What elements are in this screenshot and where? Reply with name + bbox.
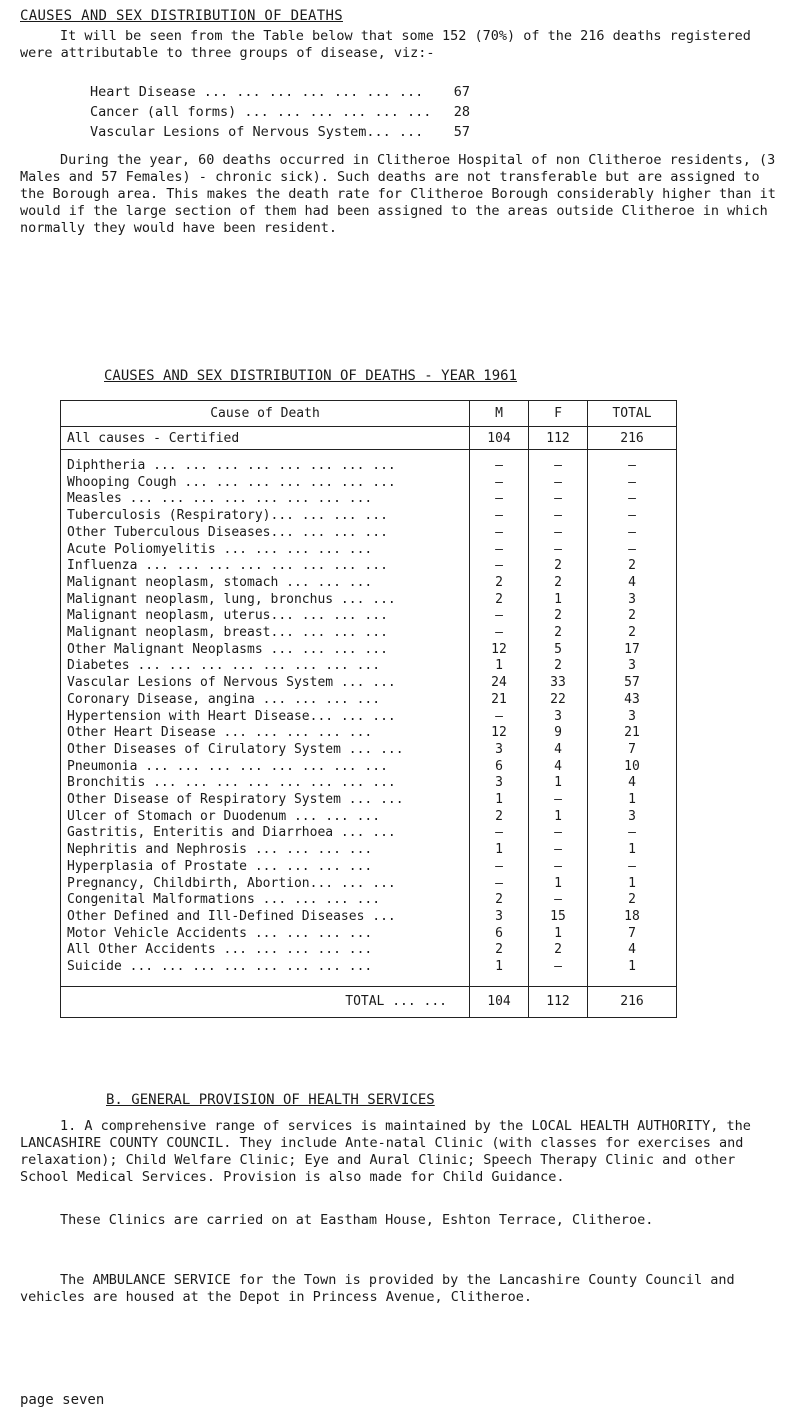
male-cell: 2 [470,942,529,959]
cause-cell: Pneumonia ... ... ... ... ... ... ... ... [61,759,470,776]
male-cell: – [470,558,529,575]
header-male: M [470,401,529,427]
services-paragraph: 1. A comprehensive range of services is maintained by the LOCAL HEALTH AUTHORITY, the LANCASHIRE COUNTY COUNCIL. They include Ante-natal Clinic (with classes for exercises and relaxation); Child Welfare Clinic; Eye and Aural Clinic; Speech Therapy Clinic and other School Medical Services. Provision is also made for Child Guidance. [20,1118,751,1185]
cause-cell: Other Malignant Neoplasms ... ... ... ... [61,642,470,659]
male-cell: – [470,525,529,542]
female-cell: 2 [529,558,588,575]
clinics-paragraph: These Clinics are carried on at Eastham House, Eshton Terrace, Clitheroe. [60,1212,654,1228]
male-cell: – [470,876,529,893]
total-cell: – [588,508,677,525]
total-row [61,986,677,1017]
total-cell: 57 [588,675,677,692]
total-cell: – [588,859,677,876]
table-row [61,842,677,859]
table-row [61,525,677,542]
male-cell: 2 [470,592,529,609]
cause-cell: Coronary Disease, angina ... ... ... ... [61,692,470,709]
table-row [61,592,677,609]
female-cell: 5 [529,642,588,659]
table-title: CAUSES AND SEX DISTRIBUTION OF DEATHS - YEAR 1961 [104,368,518,384]
total-total: 216 [588,986,677,1017]
header-cause: Cause of Death [61,401,470,427]
disease-groups-list [90,82,470,142]
all-causes-male: 104 [470,427,529,450]
cause-cell: Gastritis, Enteritis and Diarrhoea ... ... [61,825,470,842]
total-cell: 7 [588,926,677,943]
table-row [61,709,677,726]
table-row [61,825,677,842]
total-cell: 3 [588,809,677,826]
table-row [61,658,677,675]
male-cell: 21 [470,692,529,709]
deaths-table [60,400,677,1018]
total-cell: – [588,525,677,542]
cause-cell: Pregnancy, Childbirth, Abortion... ... ... [61,876,470,893]
female-cell: 1 [529,809,588,826]
total-cell: 2 [588,608,677,625]
female-cell: 9 [529,725,588,742]
cause-cell: Acute Poliomyelitis ... ... ... ... ... [61,542,470,559]
total-cell: 1 [588,842,677,859]
male-cell: 3 [470,742,529,759]
disease-group-label: Heart Disease ... ... ... ... ... ... ... [90,84,424,100]
male-cell: – [470,709,529,726]
male-cell: – [470,859,529,876]
disease-group-value: 57 [453,124,470,140]
table-row [61,725,677,742]
section-b-title: B. GENERAL PROVISION OF HEALTH SERVICES [106,1092,435,1108]
male-cell: 24 [470,675,529,692]
all-causes-female: 112 [529,427,588,450]
table-row [61,759,677,776]
table-row [61,542,677,559]
table-row [61,775,677,792]
table-row [61,926,677,943]
total-cell: – [588,542,677,559]
table-row [61,558,677,575]
all-causes-row [61,427,677,450]
total-cell: 1 [588,876,677,893]
total-cell: 21 [588,725,677,742]
table-row [61,450,677,475]
table-row [61,742,677,759]
cause-cell: Ulcer of Stomach or Duodenum ... ... ... [61,809,470,826]
male-cell: – [470,508,529,525]
female-cell: 1 [529,926,588,943]
cause-cell: Influenza ... ... ... ... ... ... ... ... [61,558,470,575]
disease-group-item [90,102,470,122]
female-cell: 4 [529,759,588,776]
cause-cell: Hyperplasia of Prostate ... ... ... ... [61,859,470,876]
table-row [61,608,677,625]
male-cell: 1 [470,792,529,809]
female-cell: – [529,525,588,542]
page-heading: CAUSES AND SEX DISTRIBUTION OF DEATHS [20,8,343,24]
table-row [61,876,677,893]
female-cell: 1 [529,592,588,609]
female-cell: – [529,825,588,842]
total-male: 104 [470,986,529,1017]
cause-cell: All Other Accidents ... ... ... ... ... [61,942,470,959]
total-female: 112 [529,986,588,1017]
total-cell: 4 [588,775,677,792]
male-cell: 2 [470,809,529,826]
table-row [61,508,677,525]
female-cell: – [529,475,588,492]
female-cell: 2 [529,942,588,959]
cause-cell: Hypertension with Heart Disease... ... ... [61,709,470,726]
male-cell: 2 [470,575,529,592]
male-cell: 2 [470,892,529,909]
disease-group-value: 28 [453,104,470,120]
table-row [61,491,677,508]
table-row [61,892,677,909]
total-cell: 17 [588,642,677,659]
table-row [61,942,677,959]
female-cell: 1 [529,775,588,792]
cause-cell: Malignant neoplasm, lung, bronchus ... ... [61,592,470,609]
male-cell: 1 [470,658,529,675]
disease-group-label: Cancer (all forms) ... ... ... ... ... ... [90,104,432,120]
male-cell: – [470,825,529,842]
cause-cell: Vascular Lesions of Nervous System ... ... [61,675,470,692]
table-row [61,809,677,826]
table-row [61,475,677,492]
female-cell: 33 [529,675,588,692]
female-cell: – [529,491,588,508]
male-cell: 12 [470,642,529,659]
table-row [61,692,677,709]
disease-group-label: Vascular Lesions of Nervous System... ... [90,124,424,140]
male-cell: – [470,625,529,642]
total-cell: – [588,825,677,842]
female-cell: 3 [529,709,588,726]
male-cell: – [470,491,529,508]
total-cell: 3 [588,592,677,609]
female-cell: 2 [529,625,588,642]
total-cell: 2 [588,558,677,575]
male-cell: 3 [470,909,529,926]
total-cell: 2 [588,892,677,909]
total-label: TOTAL ... ... [61,986,470,1017]
cause-cell: Malignant neoplasm, breast... ... ... ... [61,625,470,642]
total-cell: 1 [588,792,677,809]
cause-cell: Other Disease of Respiratory System ... ... [61,792,470,809]
male-cell: – [470,450,529,475]
cause-cell: Motor Vehicle Accidents ... ... ... ... [61,926,470,943]
female-cell: – [529,859,588,876]
disease-group-value: 67 [453,84,470,100]
female-cell: – [529,959,588,986]
total-cell: 7 [588,742,677,759]
total-cell: 18 [588,909,677,926]
cause-cell: Malignant neoplasm, uterus... ... ... ... [61,608,470,625]
female-cell: 2 [529,658,588,675]
cause-cell: Measles ... ... ... ... ... ... ... ... [61,491,470,508]
female-cell: 15 [529,909,588,926]
female-cell: 2 [529,608,588,625]
cause-cell: Tuberculosis (Respiratory)... ... ... ... [61,508,470,525]
total-cell: – [588,491,677,508]
cause-cell: Other Tuberculous Diseases... ... ... ... [61,525,470,542]
hospital-paragraph: During the year, 60 deaths occurred in Clitheroe Hospital of non Clitheroe residents, (3 Males and 57 Females) - chronic sick). Such deaths are not transferable but are assigned to the Borough area. This makes the death rate for Clitheroe Borough considerably higher than it would if the large section of them had been assigned to the areas outside Clitheroe in which normally they would have been resident. [20,152,776,236]
disease-group-item [90,122,470,142]
cause-cell: Other Diseases of Cirulatory System ... ... [61,742,470,759]
total-cell: 4 [588,575,677,592]
female-cell: 22 [529,692,588,709]
female-cell: – [529,542,588,559]
cause-cell: Diphtheria ... ... ... ... ... ... ... ... [61,450,470,475]
table-row [61,625,677,642]
cause-cell: Suicide ... ... ... ... ... ... ... ... [61,959,470,986]
cause-cell: Other Heart Disease ... ... ... ... ... [61,725,470,742]
male-cell: 12 [470,725,529,742]
header-female: F [529,401,588,427]
table-row [61,959,677,986]
all-causes-label: All causes - Certified [61,427,470,450]
male-cell: 6 [470,759,529,776]
cause-cell: Malignant neoplasm, stomach ... ... ... [61,575,470,592]
female-cell: – [529,792,588,809]
table-row [61,642,677,659]
female-cell: 1 [529,876,588,893]
male-cell: 3 [470,775,529,792]
cause-cell: Bronchitis ... ... ... ... ... ... ... ... [61,775,470,792]
total-cell: – [588,450,677,475]
total-cell: 3 [588,709,677,726]
total-cell: 1 [588,959,677,986]
page-footer: page seven [20,1392,105,1408]
female-cell: – [529,450,588,475]
male-cell: – [470,475,529,492]
table-header-row [61,401,677,427]
cause-cell: Nephritis and Nephrosis ... ... ... ... [61,842,470,859]
cause-cell: Whooping Cough ... ... ... ... ... ... ... [61,475,470,492]
table-row [61,675,677,692]
cause-cell: Other Defined and Ill-Defined Diseases ... [61,909,470,926]
female-cell: 4 [529,742,588,759]
total-cell: 2 [588,625,677,642]
female-cell: – [529,842,588,859]
female-cell: – [529,508,588,525]
total-cell: 3 [588,658,677,675]
table-row [61,792,677,809]
male-cell: – [470,608,529,625]
female-cell: – [529,892,588,909]
header-total: TOTAL [588,401,677,427]
table-row [61,909,677,926]
male-cell: 1 [470,959,529,986]
table-row [61,575,677,592]
female-cell: 2 [529,575,588,592]
male-cell: 6 [470,926,529,943]
male-cell: – [470,542,529,559]
total-cell: – [588,475,677,492]
total-cell: 4 [588,942,677,959]
cause-cell: Congenital Malformations ... ... ... ... [61,892,470,909]
disease-group-item [90,82,470,102]
male-cell: 1 [470,842,529,859]
intro-paragraph: It will be seen from the Table below that some 152 (70%) of the 216 deaths registered were attributable to three groups of disease, viz:- [20,28,751,61]
cause-cell: Diabetes ... ... ... ... ... ... ... ... [61,658,470,675]
ambulance-paragraph: The AMBULANCE SERVICE for the Town is provided by the Lancashire County Council and vehicles are housed at the Depot in Princess Avenue, Clitheroe. [20,1272,735,1305]
all-causes-total: 216 [588,427,677,450]
total-cell: 10 [588,759,677,776]
table-row [61,859,677,876]
total-cell: 43 [588,692,677,709]
